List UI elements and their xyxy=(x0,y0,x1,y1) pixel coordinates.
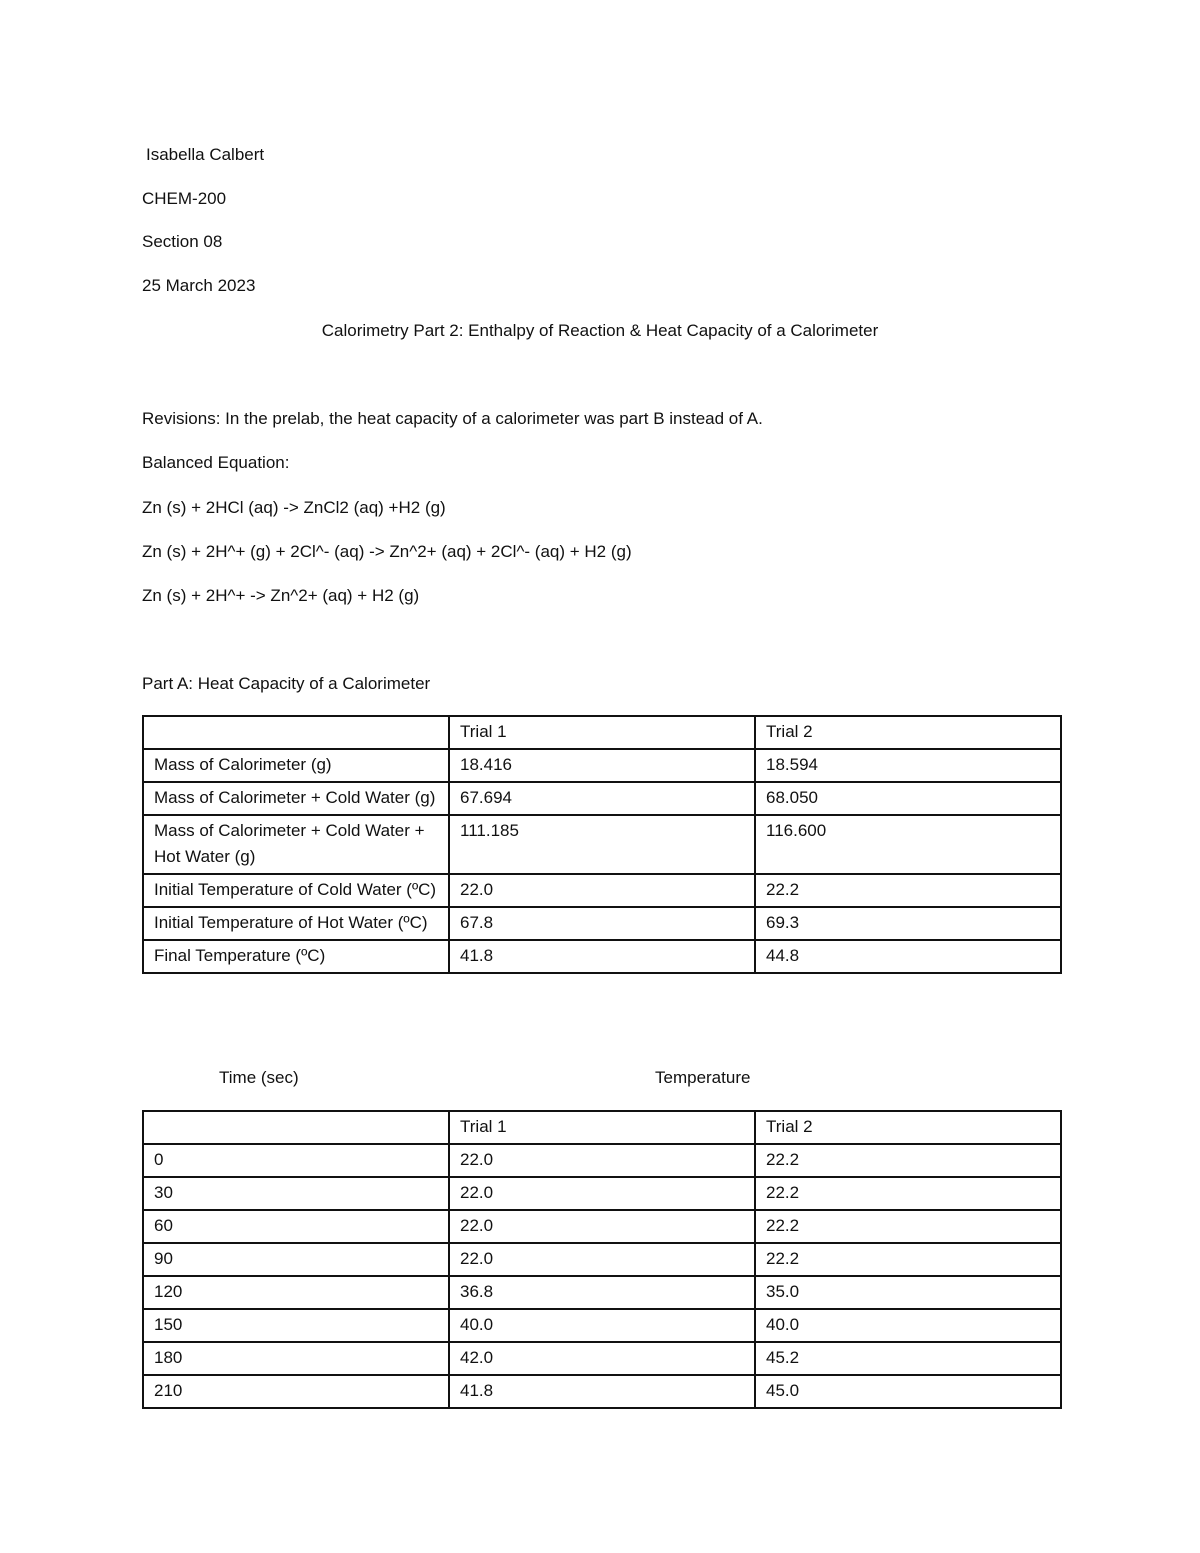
table-cell: 30 xyxy=(143,1177,449,1210)
table-row xyxy=(143,940,1061,973)
table-cell: 68.050 xyxy=(755,782,1061,815)
table-cell: Initial Temperature of Cold Water (ºC) xyxy=(143,874,449,907)
equation-molecular: Zn (s) + 2HCl (aq) -> ZnCl2 (aq) +H2 (g) xyxy=(142,498,446,517)
table-cell: 22.0 xyxy=(449,1210,755,1243)
table-row xyxy=(143,1243,1061,1276)
table-cell: 22.0 xyxy=(449,1177,755,1210)
table-cell: 22.0 xyxy=(449,874,755,907)
table-cell: 210 xyxy=(143,1375,449,1408)
table-cell: 22.0 xyxy=(449,1243,755,1276)
table-cell: 41.8 xyxy=(449,940,755,973)
table-cell: 69.3 xyxy=(755,907,1061,940)
table-cell: Trial 1 xyxy=(449,1111,755,1144)
table-cell: 120 xyxy=(143,1276,449,1309)
table-row xyxy=(143,815,1061,874)
report-title: Calorimetry Part 2: Enthalpy of Reaction & Heat Capacity of a Calorimeter xyxy=(321,321,879,340)
student-name: Isabella Calbert xyxy=(146,145,265,164)
table-row xyxy=(143,1210,1061,1243)
table-row xyxy=(143,1342,1061,1375)
table-cell: 45.0 xyxy=(755,1375,1061,1408)
calorimeter-table xyxy=(142,715,1062,974)
table-cell: 116.600 xyxy=(755,815,1061,874)
table-cell: Mass of Calorimeter + Cold Water (g) xyxy=(143,782,449,815)
table-cell: 67.8 xyxy=(449,907,755,940)
section-number: Section 08 xyxy=(142,232,223,251)
table-cell: 180 xyxy=(143,1342,449,1375)
table-cell: Trial 1 xyxy=(449,716,755,749)
revisions-note xyxy=(142,409,763,429)
table-row xyxy=(143,782,1061,815)
table-cell: Mass of Calorimeter (g) xyxy=(143,749,449,782)
table-cell: 44.8 xyxy=(755,940,1061,973)
table-cell xyxy=(143,1111,449,1144)
table-row xyxy=(143,1144,1061,1177)
table-cell: 90 xyxy=(143,1243,449,1276)
table-cell: Trial 2 xyxy=(755,1111,1061,1144)
table-cell: 150 xyxy=(143,1309,449,1342)
table-cell: 22.2 xyxy=(755,1144,1061,1177)
table-row xyxy=(143,874,1061,907)
temperature-column-label: Temperature xyxy=(655,1068,751,1087)
table-cell: 111.185 xyxy=(449,815,755,874)
table-cell: 40.0 xyxy=(755,1309,1061,1342)
table-cell: Final Temperature (ºC) xyxy=(143,940,449,973)
table-cell: 60 xyxy=(143,1210,449,1243)
table-cell: 22.0 xyxy=(449,1144,755,1177)
table-cell: Trial 2 xyxy=(755,716,1061,749)
balanced-equation-label: Balanced Equation: xyxy=(142,453,290,472)
table-cell: 45.2 xyxy=(755,1342,1061,1375)
table-cell: 40.0 xyxy=(449,1309,755,1342)
table-row xyxy=(143,1177,1061,1210)
equation-net-ionic: Zn (s) + 2H^+ -> Zn^2+ (aq) + H2 (g) xyxy=(142,586,420,605)
revisions-text: In the prelab, the heat capacity of a calorimeter was part B instead of A. xyxy=(220,409,763,428)
table-cell: 22.2 xyxy=(755,1210,1061,1243)
table-row xyxy=(143,1309,1061,1342)
table-cell: Mass of Calorimeter + Cold Water + Hot Water (g) xyxy=(143,815,449,874)
part-a-heading: Part A: Heat Capacity of a Calorimeter xyxy=(142,674,431,693)
course-code: CHEM-200 xyxy=(142,189,227,208)
table-row xyxy=(143,749,1061,782)
table-cell: 18.416 xyxy=(449,749,755,782)
equation-complete-ionic: Zn (s) + 2H^+ (g) + 2Cl^- (aq) -> Zn^2+ (aq) + 2Cl^- (aq) + H2 (g) xyxy=(142,542,632,561)
table-cell: 0 xyxy=(143,1144,449,1177)
table-cell: 41.8 xyxy=(449,1375,755,1408)
table-cell: 67.694 xyxy=(449,782,755,815)
table-cell: 22.2 xyxy=(755,874,1061,907)
table-cell: Initial Temperature of Hot Water (ºC) xyxy=(143,907,449,940)
table-cell: 35.0 xyxy=(755,1276,1061,1309)
table-cell: 22.2 xyxy=(755,1177,1061,1210)
table-row xyxy=(143,1276,1061,1309)
time-column-label: Time (sec) xyxy=(219,1068,299,1087)
table-row xyxy=(143,907,1061,940)
table-cell: 18.594 xyxy=(755,749,1061,782)
table-row xyxy=(143,1375,1061,1408)
table-cell: 36.8 xyxy=(449,1276,755,1309)
table-header-row xyxy=(143,716,1061,749)
table-cell: 22.2 xyxy=(755,1243,1061,1276)
table-cell xyxy=(143,716,449,749)
revisions-label: Revisions: xyxy=(142,409,221,428)
table-cell: 42.0 xyxy=(449,1342,755,1375)
report-date: 25 March 2023 xyxy=(142,276,256,295)
temperature-time-table xyxy=(142,1110,1062,1409)
table-header-row xyxy=(143,1111,1061,1144)
